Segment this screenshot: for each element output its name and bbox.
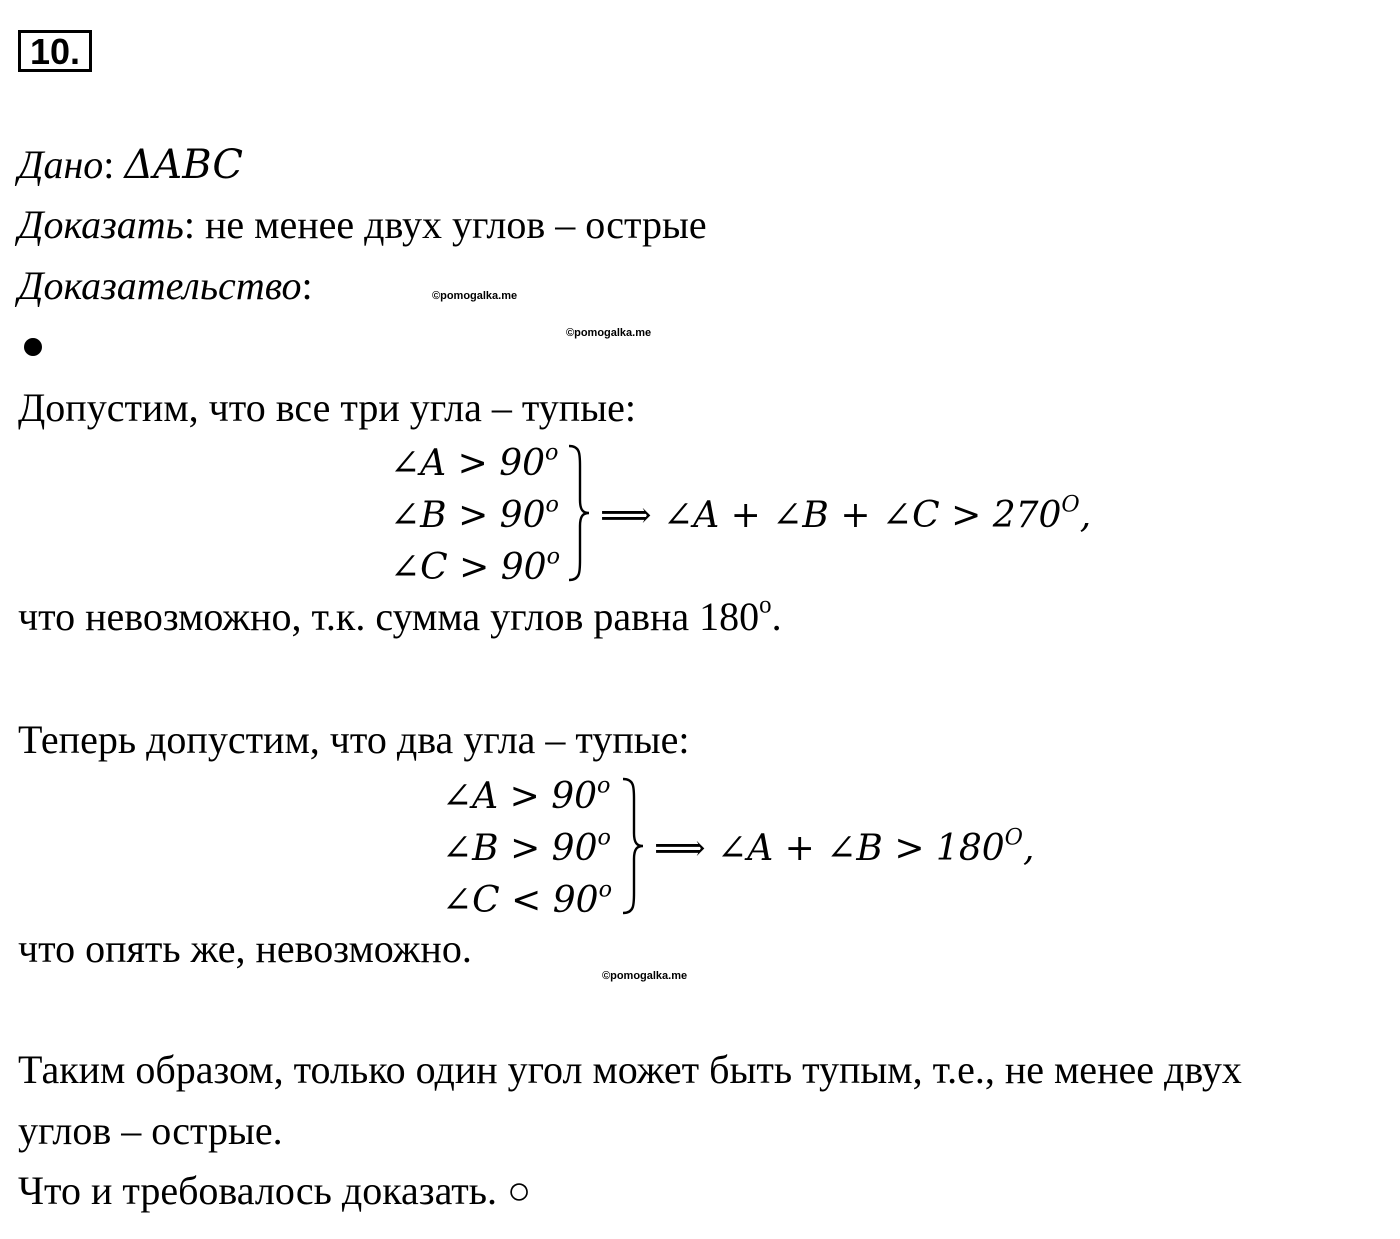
inequality-line: ∠A > $90^o$: [442, 772, 611, 817]
case1-conclusion: ⟹ ∠A + ∠B + ∠C > $270^O$,: [600, 491, 1092, 536]
prove-label: Доказать: [18, 202, 184, 247]
case1-result: что невозможно, т.к. сумма углов равна 180$^o$.: [18, 591, 782, 639]
inequality-line: ∠A > $90^o$: [390, 439, 559, 484]
given-value: ΔABC: [124, 142, 243, 188]
inequality-line: ∠C < $90^o$: [442, 876, 613, 921]
case2-conclusion: ⟹ ∠A + ∠B > $180^O$,: [654, 824, 1035, 869]
proof-line: Доказательство:: [18, 263, 313, 308]
case2-inequality-system: [442, 771, 612, 927]
case1-intro: Допустим, что все три угла – тупые:: [18, 385, 636, 430]
prove-line: Доказать: не менее двух углов – острые: [18, 202, 707, 247]
right-brace-icon: [620, 777, 646, 915]
given-line: Дано: ΔABC: [18, 142, 243, 188]
prove-value: не менее двух углов – острые: [204, 202, 707, 247]
inequality-line: ∠B > $90^o$: [442, 824, 611, 869]
case2-result: что опять же, невозможно.: [18, 926, 472, 971]
final-line-2: углов – острые.: [18, 1108, 283, 1153]
right-brace-icon: [566, 444, 592, 582]
case1-inequality-system: [390, 438, 560, 594]
proof-label: Доказательство: [18, 263, 302, 308]
watermark: ©pomogalka.me: [566, 327, 652, 339]
qed-line: Что и требовалось доказать. ○: [18, 1168, 532, 1213]
watermark: ©pomogalka.me: [432, 290, 518, 302]
inequality-line: ∠B > $90^o$: [390, 491, 559, 536]
watermark: ©pomogalka.me: [602, 970, 688, 982]
case2-intro: Теперь допустим, что два угла – тупые:: [18, 717, 690, 762]
final-line-1: Таким образом, только один угол может быть тупым, т.е., не менее двух: [18, 1047, 1242, 1092]
given-label: Дано: [18, 142, 104, 187]
problem-number: 10.: [18, 30, 92, 72]
inequality-line: ∠C > $90^o$: [390, 543, 561, 588]
bullet-point: [24, 338, 42, 356]
